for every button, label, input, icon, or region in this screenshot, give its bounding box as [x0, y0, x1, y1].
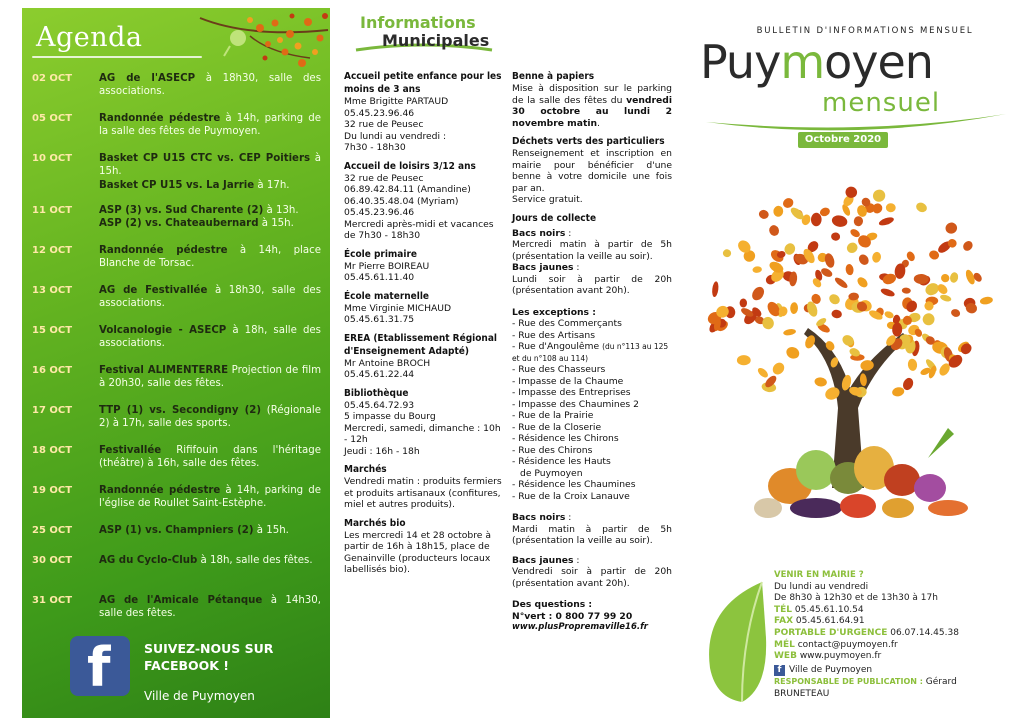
agenda-event: Festival ALIMENTERRE: [99, 365, 229, 376]
agenda-text: [99, 244, 321, 271]
agenda-text: [99, 364, 321, 391]
numero-vert: N°vert : 0 800 77 99 20: [512, 610, 633, 622]
info-line: Jeudi : 16h - 18h: [344, 445, 420, 457]
exception-item: - Rue de la Prairie: [512, 410, 594, 421]
facebook-small-icon[interactable]: f: [774, 665, 785, 676]
agenda-detail: (Régionale 2) à 17h, salle des sports.: [99, 405, 321, 430]
agenda-text: [99, 404, 321, 431]
agenda-detail: Projection de film à 20h30, salle des fêtes.: [99, 365, 322, 390]
mel-label: MÉL: [774, 639, 795, 650]
mel-value[interactable]: contact@puymoyen.fr: [797, 639, 898, 650]
info-line: 05.45.61.22.44: [344, 369, 415, 380]
exception-item: - Rue de la Croix Lanauve: [512, 490, 630, 502]
agenda-date: 15 OCT: [32, 325, 73, 336]
agenda-date: 11 OCT: [32, 205, 73, 216]
mairie-title: VENIR EN MAIRIE ?: [774, 570, 864, 580]
questions-heading: Des questions :: [512, 599, 593, 610]
agenda-text: [99, 594, 321, 621]
agenda-date: 16 OCT: [32, 365, 73, 376]
puymoyen-logo: Puymoyen: [700, 35, 933, 89]
agenda-event-2: ASP (2) vs. Chateaubernard: [99, 218, 259, 230]
agenda-date: 17 OCT: [32, 405, 73, 416]
informations-panel: [344, 8, 682, 718]
agenda-text: [99, 72, 321, 99]
agenda-title: Agenda: [36, 22, 143, 53]
agenda-date: 25 OCT: [32, 525, 73, 536]
facebook-icon[interactable]: f: [70, 636, 130, 696]
exception-item: de Puymoyen: [520, 467, 583, 479]
agenda-detail: à 14h, parking de la salle des fêtes de Puymoyen.: [99, 113, 321, 138]
facebook-follow[interactable]: [144, 640, 274, 703]
agenda-event: TTP (1) vs. Secondigny (2): [99, 405, 261, 416]
agenda-date: 19 OCT: [32, 485, 73, 496]
info-line: 06.89.42.84.11 (Amandine): [344, 184, 471, 195]
jours-heading: Jours de collecte: [512, 212, 597, 224]
exceptions-heading: Les exceptions :: [512, 306, 596, 318]
svg-text:Municipales: Municipales: [382, 31, 490, 50]
info-heading: École maternelle: [344, 290, 430, 302]
urgence-value[interactable]: 06.07.14.45.38: [890, 627, 959, 638]
info-line: 05.45.64.72.93: [344, 399, 415, 411]
tel-value[interactable]: 05.45.61.10.54: [794, 604, 864, 615]
exception-item: - Rue des Chasseurs: [512, 364, 606, 375]
month-badge: Octobre 2020: [798, 132, 888, 148]
info-line: 32 rue de Peusec: [344, 172, 424, 184]
info-line: 32 rue de Peusec: [344, 119, 424, 130]
info-line: Du lundi au vendredi :: [344, 130, 447, 142]
mensuel-label: mensuel: [822, 88, 941, 118]
agenda-event-2: Basket CP U15 vs. La Jarrie: [99, 179, 255, 191]
agenda-date: 02 OCT: [32, 73, 73, 84]
agenda-text: [99, 204, 321, 231]
info-heading: Marchés bio: [344, 517, 406, 529]
exceptions-list: [512, 318, 672, 502]
info-line: 06.40.35.48.04 (Myriam): [344, 195, 459, 207]
agenda-text: [99, 324, 321, 351]
agenda-detail: à 18h30, salle des associations.: [99, 285, 321, 310]
info-line: 05.45.61.31.75: [344, 314, 415, 325]
info-line: 05.45.23.96.46: [344, 207, 415, 218]
bacs-jaunes-label-2: Bacs jaunes: [512, 554, 574, 566]
exception-item: - Résidence les Chaumines: [512, 479, 636, 490]
web-value[interactable]: www.puymoyen.fr: [799, 651, 882, 662]
exception-item: - Rue des Chirons: [512, 444, 593, 456]
agenda-date: 05 OCT: [32, 113, 73, 124]
agenda-date: 12 OCT: [32, 245, 73, 256]
agenda-detail: à 18h30, salle des associations.: [99, 73, 321, 98]
exception-item: - Rue d'Angoulême (du n°113 au 125 et du n°108 au 114): [512, 341, 669, 363]
agenda-detail-2: à 17h.: [254, 179, 290, 191]
questions-website[interactable]: www.plusPropremaville16.fr: [512, 622, 648, 632]
agenda-text: [99, 484, 321, 511]
agenda-date: 10 OCT: [32, 153, 73, 164]
dechets-text-2: Service gratuit.: [512, 194, 583, 205]
info-line: 05.45.61.11.40: [344, 272, 415, 283]
exception-item: - Rue des Commerçants: [512, 318, 622, 329]
facebook-page-link[interactable]: Ville de Puymoyen: [789, 664, 873, 675]
facebook-page-name: Ville de Puymoyen: [144, 689, 255, 703]
tel-label: TÉL: [774, 604, 793, 615]
agenda-date: 18 OCT: [32, 445, 73, 456]
agenda-event: Randonnée pédestre: [99, 485, 221, 496]
info-line: 5 impasse du Bourg: [344, 411, 436, 422]
agenda-event: Festivallée: [99, 445, 162, 456]
info-line: Mercredi, samedi, dimanche : 10h - 12h: [344, 422, 501, 445]
responsable-value: Gérard BRUNETEAU: [774, 677, 957, 699]
exception-item: - Impasse des Entreprises: [512, 387, 631, 398]
responsable-label: RESPONSABLE DE PUBLICATION :: [774, 677, 923, 687]
benne-text: Mise à disposition sur le parking de la salle des fêtes du vendredi 30 octobre au lundi 2 novembre matin.: [512, 83, 672, 129]
mairie-info: [774, 570, 1014, 701]
agenda-event: Randonnée pédestre: [99, 113, 221, 124]
info-heading: EREA (Etablissement Régional d'Enseignement Adapté): [344, 332, 497, 357]
agenda-event: Randonnée pédestre: [99, 245, 228, 256]
exception-item: - Rue des Artisans: [512, 329, 596, 341]
info-line: Les mercredi 14 et 28 octobre à partir de 16h à 18h15, place de Genainville (producteurs locaux labellisés bio).: [344, 529, 491, 575]
agenda-text: [99, 112, 321, 139]
agenda-text: [99, 554, 321, 567]
agenda-detail-2: à 15h.: [258, 218, 294, 230]
informations-municipales-title: [354, 10, 494, 56]
info-heading: Bibliothèque: [344, 387, 409, 399]
info-line: 05.45.23.96.46: [344, 107, 415, 119]
agenda-text: [99, 524, 321, 537]
agenda-detail: à 14h, parking de l'église de Roullet Saint-Estèphe.: [99, 485, 321, 510]
bacs-noirs-text-2: Mardi matin à partir de 5h (présentation la veille au soir).: [512, 523, 672, 546]
mairie-hours: De 8h30 à 12h30 et de 13h30 à 17h: [774, 593, 938, 604]
bacs-noirs-label-2: Bacs noirs: [512, 512, 566, 523]
agenda-detail: Rififouin dans l'héritage (théâtre) à 16h, salle des fêtes.: [99, 445, 321, 470]
info-line: Mercredi après-midi et vacances de 7h30 - 18h30: [344, 218, 494, 241]
agenda-event: Basket CP U15 CTC vs. CEP Poitiers: [99, 153, 311, 164]
agenda-detail: à 14h, place Blanche de Torsac.: [99, 245, 321, 270]
leaf-icon: [702, 578, 770, 706]
agenda-date: 13 OCT: [32, 285, 73, 296]
info-line: Mr Antoine BROCH: [344, 357, 431, 369]
agenda-text: [99, 152, 321, 192]
info-heading: Marchés: [344, 464, 387, 475]
agenda-detail: à 18h, salle des associations.: [99, 325, 321, 350]
fax-value: 05.45.61.64.91: [795, 616, 865, 627]
exception-item: - Impasse de la Chaume: [512, 375, 624, 387]
info-heading: Accueil de loisirs 3/12 ans: [344, 160, 476, 172]
agenda-event: ASP (3) vs. Sud Charente (2): [99, 205, 264, 216]
agenda-panel: [22, 8, 330, 718]
info-line: Mme Virginie MICHAUD: [344, 302, 452, 314]
svg-text:Informations: Informations: [360, 13, 476, 32]
angouleme-note: (du n°113 au 125 et du n°108 au 114): [512, 342, 669, 363]
info-column-2: Benne à papiers Mise à disposition sur le parking de la salle des fêtes du vendredi 30 octobre au lundi 2 novembre matin. Déchets verts des particuliers Renseignement et inscription en mairie pour bénéficier d'une benne à votre domicile une fois par an. Service gratuit. Jours de collecte Bacs noirs : Mercredi matin à partir de 5h (présentation la veille au soir). Bacs jaunes : Lundi soir à partir de 20h (présentation avant 20h). Les exceptions : - Rue des Commerçants - Rue des Artisans - Rue d'Angoulême (du n°113 au 125 et du n°108 au 114) - Rue des Chasseurs - Impasse de la Chaume - Impasse des Entreprises - Impasse des Chaumines 2 - Rue de la Prairie - Rue de la Closerie - Résidence les Chirons - Rue des Chirons - Résidence les Hauts de Puymoyen - Résidence les Chaumines - Rue de la Croix Lanauve Bacs noirs : Mardi matin à partir de 5h (présentation la veille au soir). Bacs jaunes : Vendredi soir à partir de 20h (présentation avant 20h). Des questions : N°vert : 0 800 77 99 20 www.plusPropremaville16.fr: [512, 71, 672, 632]
follow-line-1: SUIVEZ-NOUS SUR: [144, 641, 274, 656]
follow-line-2: FACEBOOK !: [144, 658, 230, 673]
bulletin-subtitle: BULLETIN D'INFORMATIONS MENSUEL: [756, 26, 974, 36]
exception-item: - Impasse des Chaumines 2: [512, 398, 639, 410]
info-heading: Accueil petite enfance pour les moins de 3 ans: [344, 71, 502, 95]
mairie-days: Du lundi au vendredi: [774, 581, 869, 592]
bacs-noirs-text: Mercredi matin à partir de 5h (présentation la veille au soir).: [512, 239, 672, 262]
web-label: WEB: [774, 651, 797, 662]
info-line: Vendredi matin : produits fermiers et produits artisanaux (confitures, miel et autres produits).: [344, 476, 502, 510]
agenda-detail: à 15h.: [253, 525, 289, 536]
bacs-jaunes-text: Lundi soir à partir de 20h (présentation avant 20h).: [512, 273, 672, 296]
info-heading: École primaire: [344, 248, 418, 260]
fax-label: FAX: [774, 616, 794, 627]
agenda-text: [99, 284, 321, 311]
agenda-text: [99, 444, 321, 471]
urgence-label: PORTABLE D'URGENCE: [774, 627, 888, 638]
cover-panel: [690, 8, 1020, 718]
dechets-text: Renseignement et inscription en mairie pour bénéficier d'une benne à votre domicile une fois par an.: [512, 148, 672, 194]
agenda-date: 30 OCT: [32, 555, 73, 566]
exception-item: - Résidence les Hauts: [512, 456, 611, 467]
agenda-event: AG de Festivallée: [99, 285, 208, 296]
agenda-event: AG de l'Amicale Pétanque: [99, 595, 263, 606]
agenda-date: 31 OCT: [32, 595, 73, 606]
agenda-detail: à 13h.: [263, 205, 299, 216]
benne-heading: Benne à papiers: [512, 71, 595, 82]
agenda-detail: à 15h.: [99, 153, 321, 178]
exception-item: - Résidence les Chirons: [512, 433, 619, 444]
agenda-detail: à 18h, salle des fêtes.: [197, 555, 313, 566]
agenda-event: AG du Cyclo-Club: [99, 555, 198, 566]
dechets-heading: Déchets verts des particuliers: [512, 136, 665, 147]
info-column-1: [344, 70, 502, 576]
bacs-jaunes-label: Bacs jaunes: [512, 262, 574, 273]
agenda-detail: à 14h30, salle des fêtes.: [99, 595, 321, 620]
info-line: Mr Pierre BOIREAU: [344, 260, 430, 272]
agenda-event: ASP (1) vs. Champniers (2): [99, 525, 254, 536]
info-line: 7h30 - 18h30: [344, 142, 406, 153]
exception-item: - Rue de la Closerie: [512, 421, 602, 433]
info-line: Mme Brigitte PARTAUD: [344, 96, 449, 107]
agenda-event: Volcanologie - ASECP: [99, 325, 227, 336]
autumn-tree-icon: [698, 168, 1008, 538]
agenda-event: AG de l'ASECP: [99, 73, 196, 84]
bacs-noirs-label: Bacs noirs: [512, 227, 566, 239]
autumn-branch-icon: [190, 8, 330, 78]
bacs-jaunes-text-2: Vendredi soir à partir de 20h (présentation avant 20h).: [512, 566, 672, 589]
